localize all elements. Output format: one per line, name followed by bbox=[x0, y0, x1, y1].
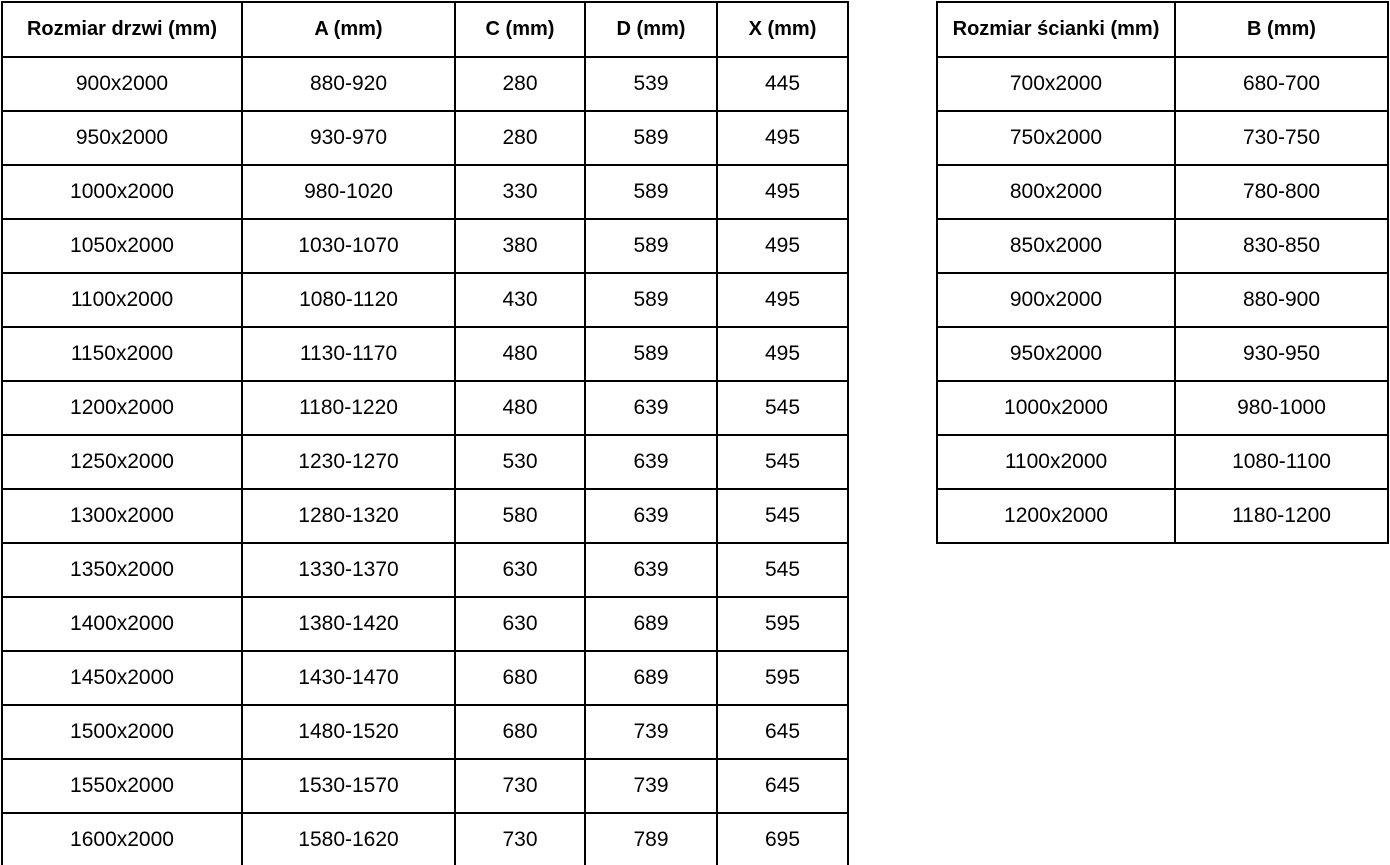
table-cell: 1250x2000 bbox=[2, 435, 242, 489]
table-cell: 539 bbox=[585, 57, 717, 111]
table-cell: 639 bbox=[585, 489, 717, 543]
table-row bbox=[2, 705, 848, 759]
table-cell: 1530-1570 bbox=[242, 759, 455, 813]
table-cell: 1480-1520 bbox=[242, 705, 455, 759]
table-row bbox=[2, 489, 848, 543]
table-cell: 639 bbox=[585, 435, 717, 489]
door-table-header-row bbox=[2, 2, 848, 57]
table-cell: 1230-1270 bbox=[242, 435, 455, 489]
table-row bbox=[937, 219, 1388, 273]
table-cell: 850x2000 bbox=[937, 219, 1175, 273]
table-row bbox=[2, 813, 848, 865]
table-row bbox=[2, 219, 848, 273]
table-cell: 589 bbox=[585, 327, 717, 381]
wall-table-header-row bbox=[937, 2, 1388, 57]
table-cell: 1200x2000 bbox=[937, 489, 1175, 543]
table-row bbox=[2, 327, 848, 381]
table-cell: 1450x2000 bbox=[2, 651, 242, 705]
table-row bbox=[937, 381, 1388, 435]
table-cell: 950x2000 bbox=[937, 327, 1175, 381]
table-cell: 589 bbox=[585, 165, 717, 219]
column-header: X (mm) bbox=[717, 2, 848, 57]
table-cell: 800x2000 bbox=[937, 165, 1175, 219]
table-row bbox=[2, 651, 848, 705]
table-cell: 1430-1470 bbox=[242, 651, 455, 705]
table-cell: 730 bbox=[455, 759, 585, 813]
table-row bbox=[2, 759, 848, 813]
door-sizes-table bbox=[1, 1, 849, 865]
table-cell: 645 bbox=[717, 759, 848, 813]
table-cell: 780-800 bbox=[1175, 165, 1388, 219]
column-header: D (mm) bbox=[585, 2, 717, 57]
table-cell: 380 bbox=[455, 219, 585, 273]
table-cell: 545 bbox=[717, 435, 848, 489]
column-header: Rozmiar ścianki (mm) bbox=[937, 2, 1175, 57]
table-cell: 980-1000 bbox=[1175, 381, 1388, 435]
table-cell: 430 bbox=[455, 273, 585, 327]
table-cell: 689 bbox=[585, 651, 717, 705]
table-cell: 1100x2000 bbox=[2, 273, 242, 327]
table-cell: 1200x2000 bbox=[2, 381, 242, 435]
table-cell: 495 bbox=[717, 165, 848, 219]
column-header: B (mm) bbox=[1175, 2, 1388, 57]
table-cell: 1000x2000 bbox=[937, 381, 1175, 435]
column-header: A (mm) bbox=[242, 2, 455, 57]
table-row bbox=[937, 435, 1388, 489]
table-cell: 700x2000 bbox=[937, 57, 1175, 111]
table-cell: 730 bbox=[455, 813, 585, 865]
table-cell: 1080-1100 bbox=[1175, 435, 1388, 489]
table-cell: 680 bbox=[455, 651, 585, 705]
table-cell: 830-850 bbox=[1175, 219, 1388, 273]
wall-sizes-table bbox=[936, 1, 1389, 544]
table-cell: 1180-1200 bbox=[1175, 489, 1388, 543]
table-cell: 1280-1320 bbox=[242, 489, 455, 543]
table-cell: 1030-1070 bbox=[242, 219, 455, 273]
table-cell: 930-970 bbox=[242, 111, 455, 165]
column-header: C (mm) bbox=[455, 2, 585, 57]
table-row bbox=[2, 543, 848, 597]
table-cell: 695 bbox=[717, 813, 848, 865]
table-cell: 480 bbox=[455, 327, 585, 381]
table-cell: 1150x2000 bbox=[2, 327, 242, 381]
table-cell: 545 bbox=[717, 381, 848, 435]
table-cell: 730-750 bbox=[1175, 111, 1388, 165]
table-cell: 495 bbox=[717, 219, 848, 273]
table-cell: 545 bbox=[717, 489, 848, 543]
table-cell: 580 bbox=[455, 489, 585, 543]
column-header: Rozmiar drzwi (mm) bbox=[2, 2, 242, 57]
table-cell: 1050x2000 bbox=[2, 219, 242, 273]
table-cell: 880-920 bbox=[242, 57, 455, 111]
table-row bbox=[937, 165, 1388, 219]
table-row bbox=[937, 273, 1388, 327]
table-cell: 595 bbox=[717, 597, 848, 651]
table-cell: 1330-1370 bbox=[242, 543, 455, 597]
table-row bbox=[937, 489, 1388, 543]
table-cell: 900x2000 bbox=[937, 273, 1175, 327]
table-cell: 1580-1620 bbox=[242, 813, 455, 865]
table-cell: 750x2000 bbox=[937, 111, 1175, 165]
table-cell: 445 bbox=[717, 57, 848, 111]
table-cell: 1600x2000 bbox=[2, 813, 242, 865]
table-cell: 280 bbox=[455, 111, 585, 165]
table-cell: 545 bbox=[717, 543, 848, 597]
table-cell: 480 bbox=[455, 381, 585, 435]
table-row bbox=[2, 165, 848, 219]
table-cell: 1100x2000 bbox=[937, 435, 1175, 489]
table-cell: 589 bbox=[585, 273, 717, 327]
table-row bbox=[2, 435, 848, 489]
table-cell: 495 bbox=[717, 327, 848, 381]
table-cell: 495 bbox=[717, 273, 848, 327]
table-cell: 645 bbox=[717, 705, 848, 759]
table-row bbox=[2, 111, 848, 165]
table-cell: 950x2000 bbox=[2, 111, 242, 165]
table-cell: 630 bbox=[455, 597, 585, 651]
table-cell: 1350x2000 bbox=[2, 543, 242, 597]
table-cell: 589 bbox=[585, 219, 717, 273]
table-cell: 495 bbox=[717, 111, 848, 165]
table-cell: 1080-1120 bbox=[242, 273, 455, 327]
table-row bbox=[937, 111, 1388, 165]
table-row bbox=[2, 273, 848, 327]
table-row bbox=[937, 57, 1388, 111]
table-cell: 980-1020 bbox=[242, 165, 455, 219]
table-cell: 530 bbox=[455, 435, 585, 489]
table-cell: 680 bbox=[455, 705, 585, 759]
table-row bbox=[937, 327, 1388, 381]
table-cell: 589 bbox=[585, 111, 717, 165]
table-cell: 280 bbox=[455, 57, 585, 111]
table-cell: 680-700 bbox=[1175, 57, 1388, 111]
table-row bbox=[2, 381, 848, 435]
table-cell: 1380-1420 bbox=[242, 597, 455, 651]
table-cell: 1550x2000 bbox=[2, 759, 242, 813]
table-cell: 739 bbox=[585, 705, 717, 759]
table-cell: 1400x2000 bbox=[2, 597, 242, 651]
table-cell: 639 bbox=[585, 381, 717, 435]
table-cell: 330 bbox=[455, 165, 585, 219]
table-cell: 1300x2000 bbox=[2, 489, 242, 543]
table-cell: 1500x2000 bbox=[2, 705, 242, 759]
table-cell: 900x2000 bbox=[2, 57, 242, 111]
table-cell: 789 bbox=[585, 813, 717, 865]
table-cell: 639 bbox=[585, 543, 717, 597]
table-cell: 630 bbox=[455, 543, 585, 597]
table-cell: 739 bbox=[585, 759, 717, 813]
table-cell: 1130-1170 bbox=[242, 327, 455, 381]
table-row bbox=[2, 597, 848, 651]
table-cell: 689 bbox=[585, 597, 717, 651]
table-cell: 880-900 bbox=[1175, 273, 1388, 327]
table-row bbox=[2, 57, 848, 111]
table-cell: 595 bbox=[717, 651, 848, 705]
table-cell: 930-950 bbox=[1175, 327, 1388, 381]
table-cell: 1000x2000 bbox=[2, 165, 242, 219]
table-cell: 1180-1220 bbox=[242, 381, 455, 435]
